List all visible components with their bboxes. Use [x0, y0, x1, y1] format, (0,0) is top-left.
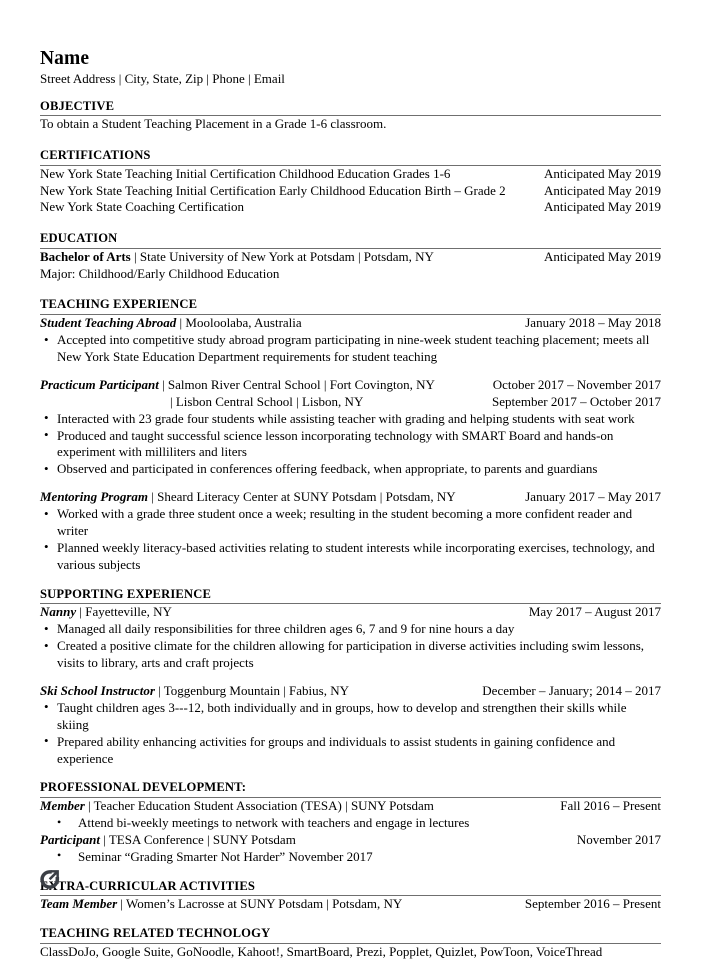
experience-entry-header — [40, 377, 661, 394]
experience-org: | Mooloolaba, Australia — [176, 315, 302, 331]
experience-title: Participant — [40, 831, 100, 847]
experience-org: | Sheard Literacy Center at SUNY Potsdam | Potsdam, NY — [148, 489, 456, 505]
experience-title-line — [40, 489, 525, 506]
certification-row — [40, 199, 661, 216]
bullet-item: • Planned weekly literacy-based activities relating to student interests while incorporating exercises, technology, and various subjects — [40, 540, 661, 574]
experience-entry-subline — [40, 394, 661, 411]
certification-date: Anticipated May 2019 — [544, 199, 661, 215]
experience-bullet-list — [40, 506, 661, 574]
bullet-item: • Attend bi-weekly meetings to network with teachers and engage in lectures — [40, 815, 661, 832]
experience-title-line — [40, 683, 482, 700]
spacer — [40, 574, 661, 587]
education-date: Anticipated May 2019 — [544, 249, 661, 265]
experience-title-line — [40, 315, 525, 332]
education-degree: Bachelor of Arts — [40, 249, 131, 265]
experience-entry-header — [40, 315, 661, 332]
certification-text: New York State Coaching Certification — [40, 199, 244, 215]
education-institution: | State University of New York at Potsdam | Potsdam, NY — [130, 249, 434, 265]
external-link-badge-icon[interactable] — [38, 868, 61, 891]
experience-entry-header — [40, 832, 661, 849]
experience-title: Member — [40, 798, 85, 814]
bullet-item: • Created a positive climate for the children allowing for participation in diverse activities including swim lessons, visits to library, arts and craft projects — [40, 638, 661, 672]
bullet-item: • Observed and participated in conferences offering feedback, when appropriate, to parents and guardians — [40, 461, 661, 478]
bullet-item: • Worked with a grade three student once a week; resulting in the student becoming a more confident reader and writer — [40, 506, 661, 540]
spacer — [40, 133, 661, 148]
section-heading-extra-curricular: EXTRA-CURRICULAR ACTIVITIES — [40, 879, 661, 897]
activity-date: September 2016 – Present — [524, 896, 661, 912]
experience-bullet-list — [40, 700, 661, 768]
spacer — [40, 216, 661, 231]
experience-date: January 2017 – May 2017 — [525, 489, 661, 505]
education-row — [40, 249, 661, 266]
section-heading-teaching-experience: TEACHING EXPERIENCE — [40, 297, 661, 315]
activity-title-line — [40, 896, 525, 913]
bullet-item: • Produced and taught successful science lesson incorporating technology with SMART Board and hands-on experiment with milliliters and liters — [40, 428, 661, 462]
certification-row — [40, 183, 661, 200]
experience-title-line — [40, 798, 560, 815]
spacer — [40, 913, 661, 926]
section-heading-objective: OBJECTIVE — [40, 99, 661, 117]
objective-text: To obtain a Student Teaching Placement in a Grade 1-6 classroom. — [40, 116, 387, 132]
experience-entry-header — [40, 683, 661, 700]
bullet-item: • Prepared ability enhancing activities for groups and individuals to assist students in gaining confidence and experience — [40, 734, 661, 768]
teaching-technology-list: ClassDoJo, Google Suite, GoNoodle, Kahoot!, SmartBoard, Prezi, Popplet, Quizlet, PowToon, VoiceThread — [40, 944, 603, 960]
experience-date: January 2018 – May 2018 — [525, 315, 661, 331]
education-major: Major: Childhood/Early Childhood Education — [40, 265, 280, 281]
experience-bullet-list — [40, 815, 661, 832]
certification-text: New York State Teaching Initial Certification Childhood Education Grades 1-6 — [40, 165, 451, 181]
experience-bullet-list — [40, 332, 661, 366]
experience-date: October 2017 – November 2017 — [492, 376, 661, 392]
experience-org: | Teacher Education Student Association (TESA) | SUNY Potsdam — [84, 798, 434, 814]
spacer — [40, 866, 661, 879]
spacer — [40, 366, 661, 377]
applicant-name: Name — [40, 48, 90, 69]
spacer — [40, 767, 661, 780]
experience-org-secondary: | Lisbon Central School | Lisbon, NY — [170, 393, 364, 409]
experience-title: Nanny — [40, 604, 77, 620]
certification-date: Anticipated May 2019 — [544, 182, 661, 198]
bullet-item: • Managed all daily responsibilities for three children ages 6, 7 and 9 for nine hours a day — [40, 621, 661, 638]
bullet-item: • Accepted into competitive study abroad program participating in nine-week student teaching placement; meets all New York State Education Department requirements for student teaching — [40, 332, 661, 366]
experience-bullet-list — [40, 621, 661, 672]
section-heading-education: EDUCATION — [40, 231, 661, 249]
experience-entry-header — [40, 798, 661, 815]
bullet-item: • Taught children ages 3---12, both individually and in groups, how to develop and strengthen their skills while skiing — [40, 700, 661, 734]
experience-org: | TESA Conference | SUNY Potsdam — [99, 831, 296, 847]
contact-line: Street Address | City, State, Zip | Phone | Email — [40, 71, 285, 87]
experience-title-line — [40, 604, 529, 621]
experience-org: | Salmon River Central School | Fort Covington, NY — [158, 376, 435, 392]
spacer — [40, 672, 661, 683]
bullet-item: • Interacted with 23 grade four students while assisting teacher with grading and helping students with seat work — [40, 411, 661, 428]
activity-org: | Women’s Lacrosse at SUNY Potsdam | Potsdam, NY — [117, 896, 403, 912]
experience-date: May 2017 – August 2017 — [528, 604, 661, 620]
experience-title: Ski School Instructor — [40, 682, 155, 698]
experience-date-secondary: September 2017 – October 2017 — [492, 393, 661, 409]
experience-title-line — [40, 832, 577, 849]
section-heading-certifications: CERTIFICATIONS — [40, 148, 661, 166]
experience-entry-header — [40, 604, 661, 621]
certification-text: New York State Teaching Initial Certification Early Childhood Education Birth – Grade 2 — [40, 182, 506, 198]
resume-document — [40, 48, 661, 961]
experience-title: Practicum Participant — [40, 376, 159, 392]
bullet-item: • Seminar “Grading Smarter Not Harder” November 2017 — [40, 849, 661, 866]
activity-entry-header — [40, 896, 661, 913]
experience-title: Student Teaching Abroad — [40, 315, 177, 331]
section-heading-professional-development: PROFESSIONAL DEVELOPMENT: — [40, 780, 661, 798]
spacer — [40, 282, 661, 297]
experience-entry-header — [40, 489, 661, 506]
certification-row — [40, 166, 661, 183]
experience-bullet-list — [40, 849, 661, 866]
experience-org: | Fayetteville, NY — [76, 604, 172, 620]
certification-date: Anticipated May 2019 — [544, 165, 661, 181]
experience-title-line — [40, 377, 493, 394]
experience-org: | Toggenburg Mountain | Fabius, NY — [154, 682, 349, 698]
experience-date: Fall 2016 – Present — [560, 798, 661, 814]
section-heading-teaching-technology: TEACHING RELATED TECHNOLOGY — [40, 926, 661, 944]
experience-date: November 2017 — [576, 831, 661, 847]
education-entry — [40, 249, 544, 266]
experience-date: December – January; 2014 – 2017 — [482, 682, 661, 698]
experience-bullet-list — [40, 411, 661, 479]
spacer — [40, 478, 661, 489]
activity-title: Team Member — [40, 896, 118, 912]
section-heading-supporting-experience: SUPPORTING EXPERIENCE — [40, 587, 661, 605]
experience-title: Mentoring Program — [40, 489, 148, 505]
